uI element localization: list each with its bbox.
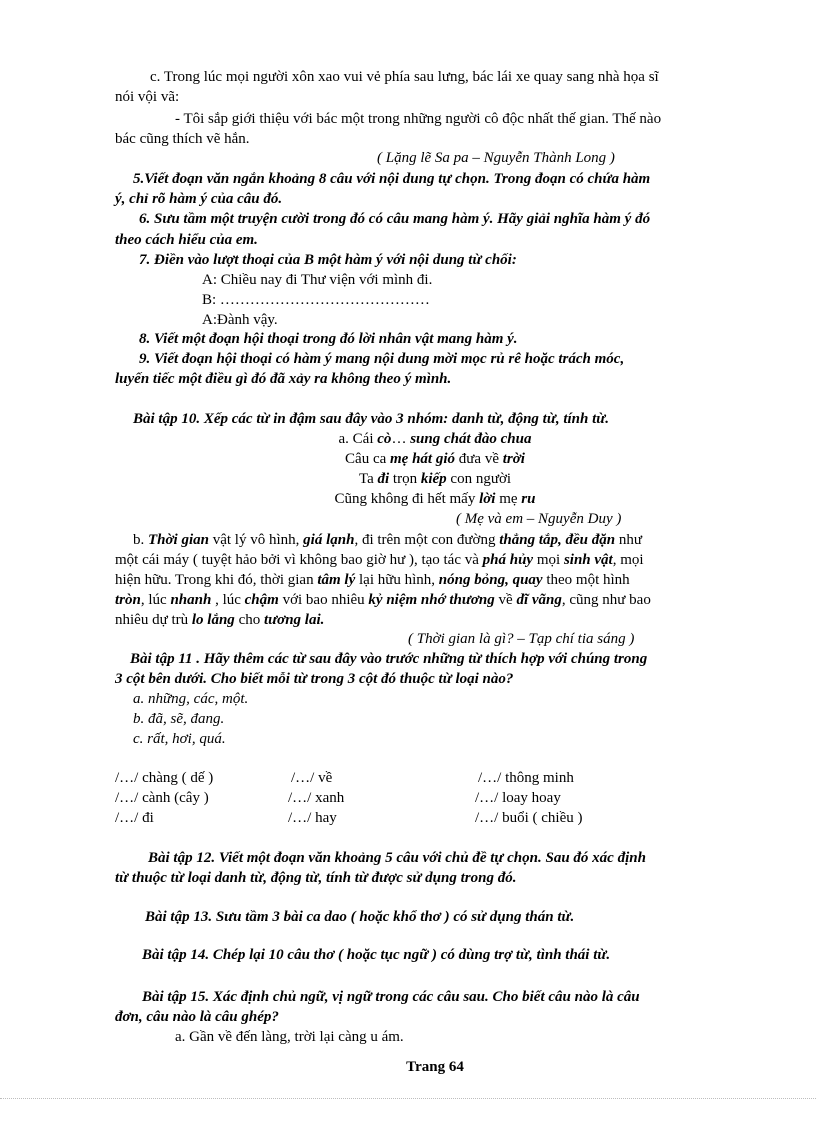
exercise-13: Bài tập 13. Sưu tầm 3 bài ca dao ( hoặc khổ thơ ) có sử dụng thán từ. bbox=[145, 909, 575, 925]
passage-b-line-5: nhiêu dự trù lo lắng cho tương lai. bbox=[115, 612, 325, 628]
column-2-item: /…/ về bbox=[291, 770, 333, 786]
exercise-12-line-1: Bài tập 12. Viết một đoạn văn khoảng 5 câu với chủ đề tự chọn. Sau đó xác định bbox=[148, 850, 646, 866]
passage-b-line-2: một cái máy ( tuyệt hảo bởi vì không bao giờ hư ), tạo tác và phá hủy mọi sinh vật, mọi bbox=[115, 552, 644, 568]
exercise-5-line-1: 5.Viết đoạn văn ngắn khoảng 8 câu với nội dung tự chọn. Trong đoạn có chứa hàm bbox=[133, 171, 651, 187]
part-c-line-2: nói vội vã: bbox=[115, 89, 180, 105]
poem-line-2: Câu ca mẹ hát gió đưa về trời bbox=[345, 451, 525, 467]
exercise-7-line-a: A: Chiều nay đi Thư viện với mình đi. bbox=[202, 272, 433, 288]
page-number: Trang 64 bbox=[406, 1059, 464, 1075]
passage-b-source: ( Thời gian là gì? – Tạp chí tia sáng ) bbox=[408, 631, 635, 647]
exercise-7-line-c: A:Đành vậy. bbox=[202, 312, 278, 328]
poem-line-1: a. Cái cò… sung chát đào chua bbox=[338, 431, 532, 447]
column-3-item: /…/ thông minh bbox=[478, 770, 574, 786]
footer-divider bbox=[0, 1098, 816, 1099]
exercise-8: 8. Viết một đoạn hội thoại trong đó lời nhân vật mang hàm ý. bbox=[139, 331, 518, 347]
exercise-11-option-c: c. rất, hơi, quá. bbox=[133, 731, 226, 747]
column-1-item: /…/ đi bbox=[115, 810, 154, 826]
part-c-line-1: c. Trong lúc mọi người xôn xao vui vẻ phía sau lưng, bác lái xe quay sang nhà họa sĩ bbox=[150, 69, 659, 85]
column-3-item: /…/ loay hoay bbox=[475, 790, 561, 806]
column-3-item: /…/ buổi ( chiều ) bbox=[475, 810, 583, 826]
exercise-11-line-1: Bài tập 11 . Hãy thêm các từ sau đây vào trước những từ thích hợp với chúng trong bbox=[130, 651, 648, 667]
exercise-7-line-b: B: …………………………………… bbox=[202, 292, 430, 308]
exercise-11-option-a: a. những, các, một. bbox=[133, 691, 249, 707]
passage-b-line-4: tròn, lúc nhanh , lúc chậm với bao nhiêu kỷ niệm nhớ thương về dĩ vãng, cũng như bao bbox=[115, 592, 651, 608]
poem-line-4: Cũng không đi hết mấy lời mẹ ru bbox=[334, 491, 536, 507]
exercise-10-title: Bài tập 10. Xếp các từ in đậm sau đây vào 3 nhóm: danh từ, động từ, tính từ. bbox=[133, 411, 610, 427]
exercise-9-line-2: luyến tiếc một điều gì đó đã xảy ra không theo ý mình. bbox=[115, 371, 452, 387]
exercise-15-line-2: đơn, câu nào là câu ghép? bbox=[115, 1009, 279, 1025]
exercise-6-line-1: 6. Sưu tầm một truyện cười trong đó có câu mang hàm ý. Hãy giải nghĩa hàm ý đó bbox=[139, 211, 651, 227]
part-c-line-3: - Tôi sắp giới thiệu với bác một trong những người cô độc nhất thế gian. Thế nào bbox=[175, 111, 662, 127]
poem-line-3: Ta đi trọn kiếp con người bbox=[358, 471, 512, 487]
exercise-14: Bài tập 14. Chép lại 10 câu thơ ( hoặc tục ngữ ) có dùng trợ từ, tình thái từ. bbox=[142, 947, 611, 963]
exercise-12-line-2: từ thuộc từ loại danh từ, động từ, tính từ được sử dụng trong đó. bbox=[115, 870, 517, 886]
exercise-15-line-1: Bài tập 15. Xác định chủ ngữ, vị ngữ trong các câu sau. Cho biết câu nào là câu bbox=[142, 989, 640, 1005]
exercise-6-line-2: theo cách hiểu của em. bbox=[115, 232, 258, 248]
column-2-item: /…/ xanh bbox=[288, 790, 345, 806]
passage-b-line-1: b. Thời gian vật lý vô hình, giá lạnh, đi trên một con đường thẳng tắp, đều đặn như bbox=[133, 532, 642, 548]
part-c-line-4: bác cũng thích vẽ hắn. bbox=[115, 131, 250, 147]
exercise-7-title: 7. Điền vào lượt thoại của B một hàm ý với nội dung từ chối: bbox=[139, 252, 517, 268]
column-2-item: /…/ hay bbox=[288, 810, 337, 826]
exercise-11-line-2: 3 cột bên dưới. Cho biết mỗi từ trong 3 cột đó thuộc từ loại nào? bbox=[115, 671, 514, 687]
column-1-item: /…/ cành (cây ) bbox=[115, 790, 209, 806]
exercise-5-line-2: ý, chỉ rõ hàm ý của câu đó. bbox=[115, 191, 283, 207]
passage-b-line-3: hiện hữu. Trong khi đó, thời gian tâm lý lại hữu hình, nóng bỏng, quay theo một hình bbox=[115, 572, 630, 588]
column-1-item: /…/ chàng ( dế ) bbox=[115, 770, 214, 786]
exercise-15-sentence-a: a. Gần về đến làng, trời lại càng u ám. bbox=[175, 1029, 404, 1045]
exercise-9-line-1: 9. Viết đoạn hội thoại có hàm ý mang nội dung mời mọc rủ rê hoặc trách móc, bbox=[139, 351, 625, 367]
exercise-11-option-b: b. đã, sẽ, đang. bbox=[133, 711, 225, 727]
poem-source: ( Mẹ và em – Nguyễn Duy ) bbox=[456, 511, 622, 527]
part-c-source: ( Lặng lẽ Sa pa – Nguyễn Thành Long ) bbox=[377, 150, 615, 166]
